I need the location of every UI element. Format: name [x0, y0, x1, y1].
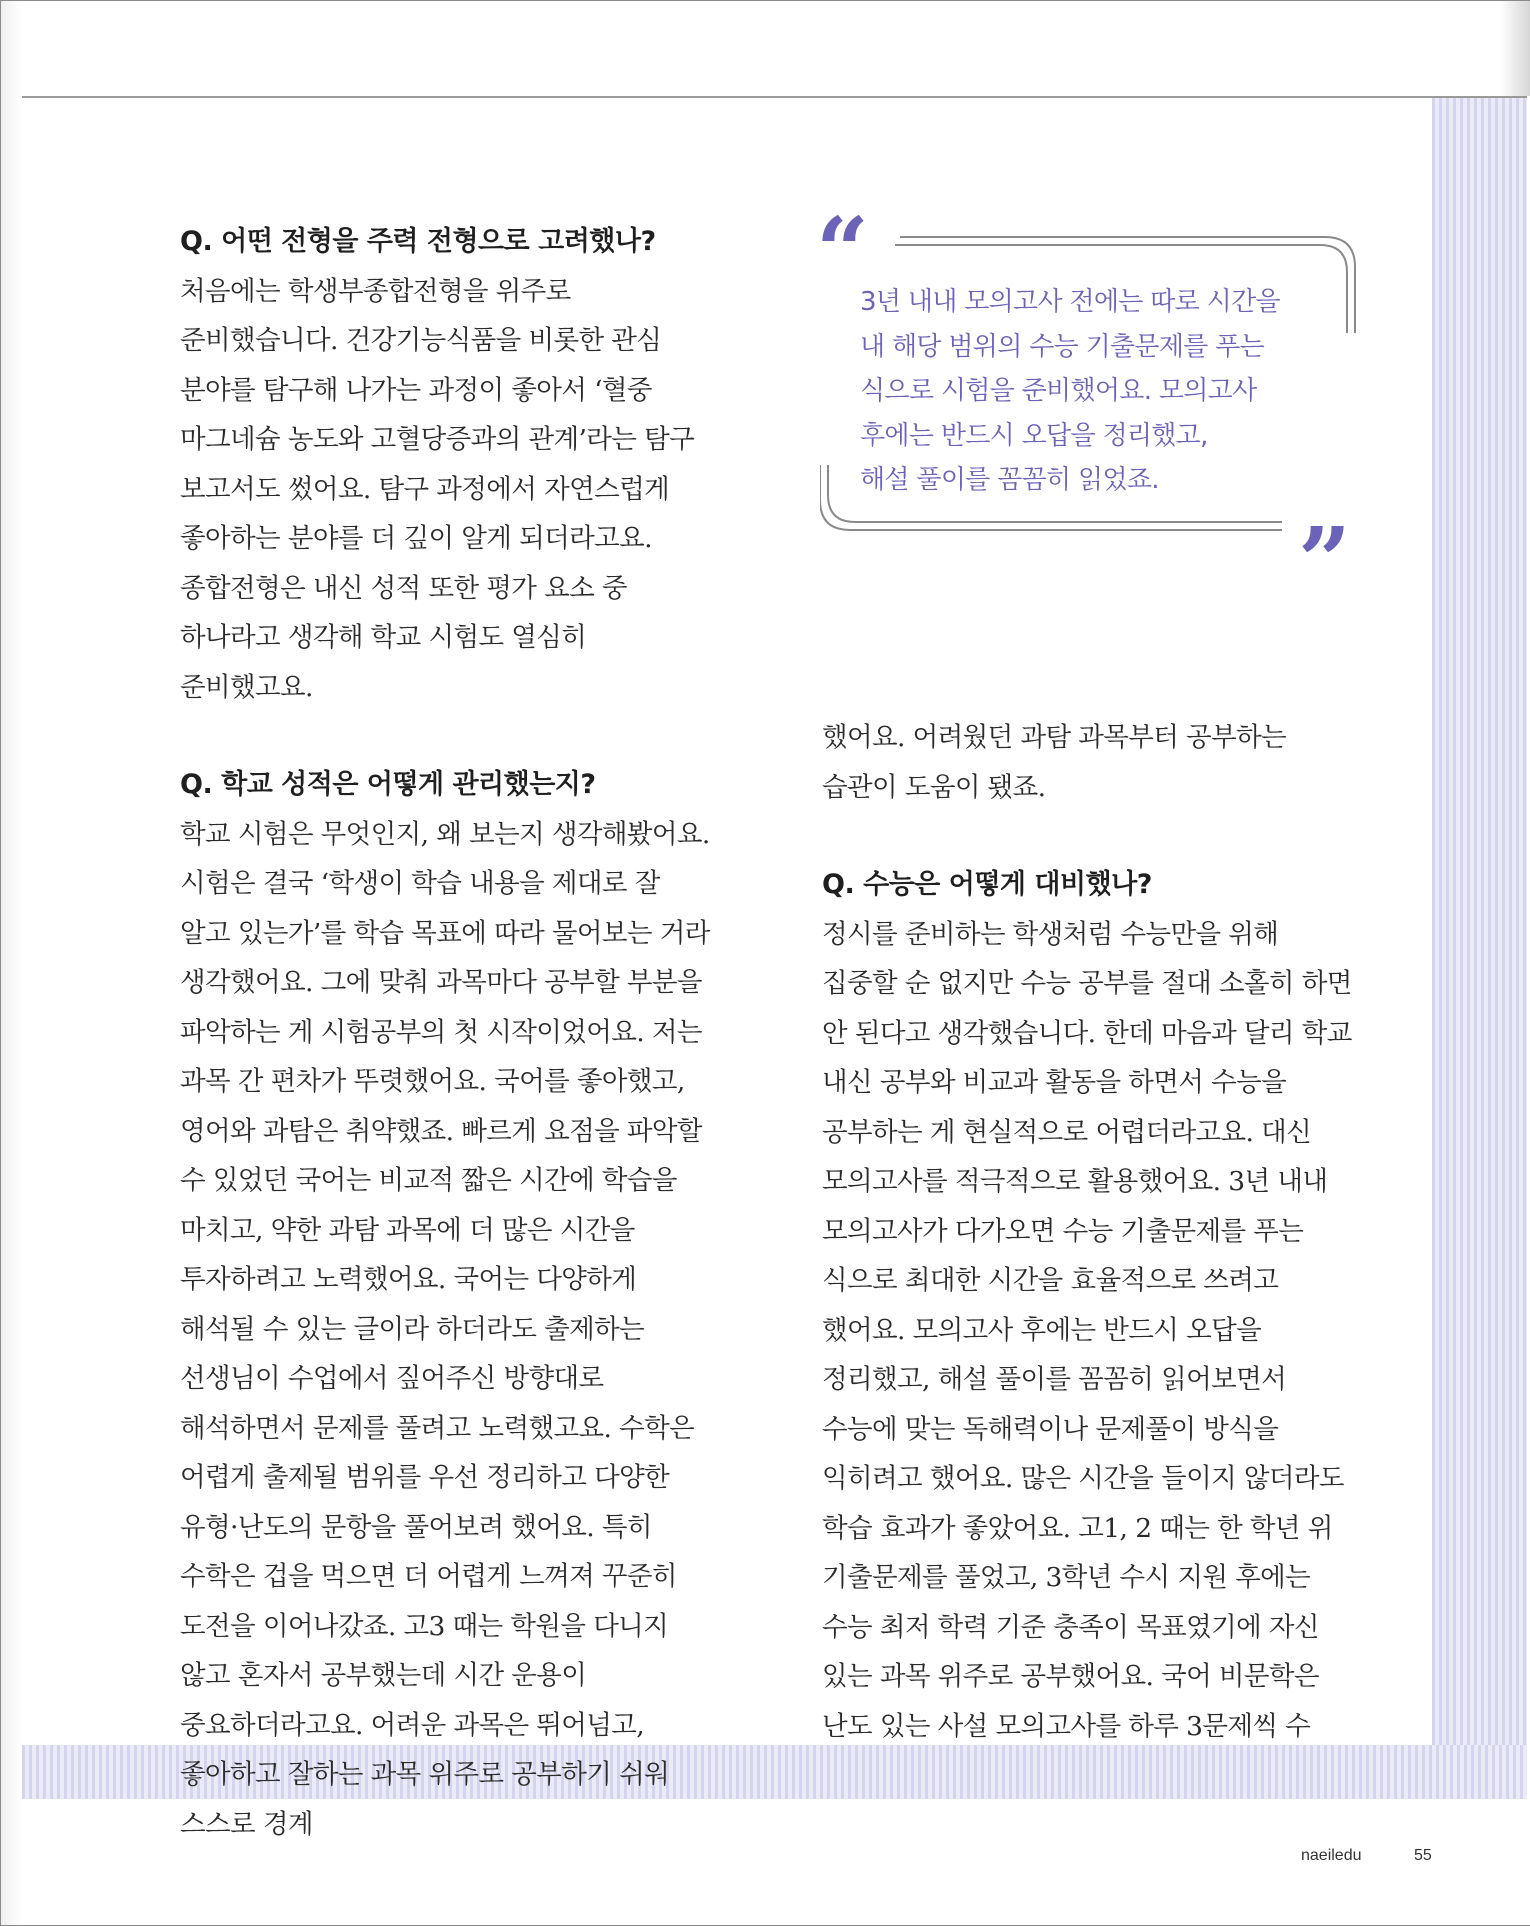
pull-quote-line: 해설 풀이를 꼼꼼히 읽었죠. — [860, 465, 1159, 495]
footer-brand: naeiledu — [1301, 1847, 1362, 1864]
left-column — [180, 217, 715, 1849]
question-heading-1: Q. 어떤 전형을 주력 전형으로 고려했나? — [180, 226, 656, 257]
answer-paragraph-2: 학교 시험은 무엇인지, 왜 보는지 생각해봤어요. 시험은 결국 ‘학생이 학습 내용을 제대로 잘 알고 있는가’를 학습 목표에 따라 물어보는 거라 생각했어요. 그에 맞춰 과목마다 공부할 부분을 파악하는 게 시험공부의 첫 시작이었어요. 저는 과목 간 편차가 뚜렷했어요. 국어를 좋아했고, 영어와 과탐은 취약했죠. 빠르게 요점을 파악할 수 있었던 국어는 비교적 짧은 시간에 학습을 마치고, 약한 과탐 과목에 더 많은 시간을 투자하려고 노력했어요. 국어는 다양하게 해석될 수 있는 글이라 하더라도 출제하는 선생님이 수업에서 짚어주신 방향대로 해석하면서 문제를 풀려고 노력했고요. 수학은 어렵게 출제될 범위를 우선 정리하고 다양한 유형·난도의 문항을 풀어보려 했어요. 특히 수학은 겁을 먹으면 더 어렵게 느껴져 꾸준히 도전을 이어나갔죠. 고3 때는 학원을 다니지 않고 혼자서 공부했는데 시간 운용이 중요하더라고요. 어려운 과목은 뛰어넘고, 좋아하고 잘하는 과목 위주로 공부하기 쉬워 스스로 경계 — [180, 818, 710, 1840]
answer-paragraph-2-continued: 했어요. 어려웠던 과탐 과목부터 공부하는 습관이 도움이 됐죠. — [822, 722, 1287, 803]
question-heading-2: Q. 학교 성적은 어떻게 관리했는지? — [180, 769, 596, 800]
pull-quote-line: 후에는 반드시 오답을 정리했고, — [860, 420, 1208, 451]
open-quote-icon: “ — [816, 197, 869, 305]
page-number: 55 — [1414, 1847, 1432, 1864]
pull-quote-line: 식으로 시험을 준비했어요. 모의고사 — [860, 376, 1257, 406]
pull-quote — [816, 197, 1360, 615]
question-heading-3: Q. 수능은 어떻게 대비했나? — [822, 869, 1152, 900]
answer-paragraph-3: 정시를 준비하는 학생처럼 수능만을 위해 집중할 순 없지만 수능 공부를 절대 소홀히 하면 안 된다고 생각했습니다. 한데 마음과 달리 학교 내신 공부와 비교과 활동을 하면서 수능을 공부하는 게 현실적으로 어렵더라고요. 대신 모의고사를 적극적으로 활용했어요. 3년 내내 모의고사가 다가오면 수능 기출문제를 푸는 식으로 최대한 시간을 효율적으로 쓰려고 했어요. 모의고사 후에는 반드시 오답을 정리했고, 해설 풀이를 꼼꼼히 읽어보면서 수능에 맞는 독해력이나 문제풀이 방식을 익히려고 했어요. 많은 시간을 들이지 않더라도 학습 효과가 좋았어요. 고1, 2 때는 한 학년 위 기출문제를 풀었고, 3학년 수시 지원 후에는 수능 최저 학력 기준 충족이 목표였기에 자신 있는 과목 위주로 공부했어요. 국어 비문학은 난도 있는 사설 모의고사를 하루 3문제씩 수 — [822, 918, 1352, 1742]
pull-quote-line: 내 해당 범위의 수능 기출문제를 푸는 — [860, 331, 1265, 362]
answer-paragraph-1: 처음에는 학생부종합전형을 위주로 준비했습니다. 건강기능식품을 비롯한 관심 분야를 탐구해 나가는 과정이 좋아서 ‘혈중 마그네슘 농도와 고혈당증과의 관계’라는 탐구 보고서도 썼어요. 탐구 과정에서 자연스럽게 좋아하는 분야를 더 깊이 알게 되더라고요. 종합전형은 내신 성적 또한 평가 요소 중 하나라고 생각해 학교 시험도 열심히 준비했고요. — [180, 275, 695, 703]
pull-quote-text — [860, 280, 1320, 503]
right-column — [822, 713, 1357, 1751]
close-quote-icon: ” — [1298, 507, 1351, 615]
pull-quote-line: 3년 내내 모의고사 전에는 따로 시간을 — [860, 287, 1280, 317]
